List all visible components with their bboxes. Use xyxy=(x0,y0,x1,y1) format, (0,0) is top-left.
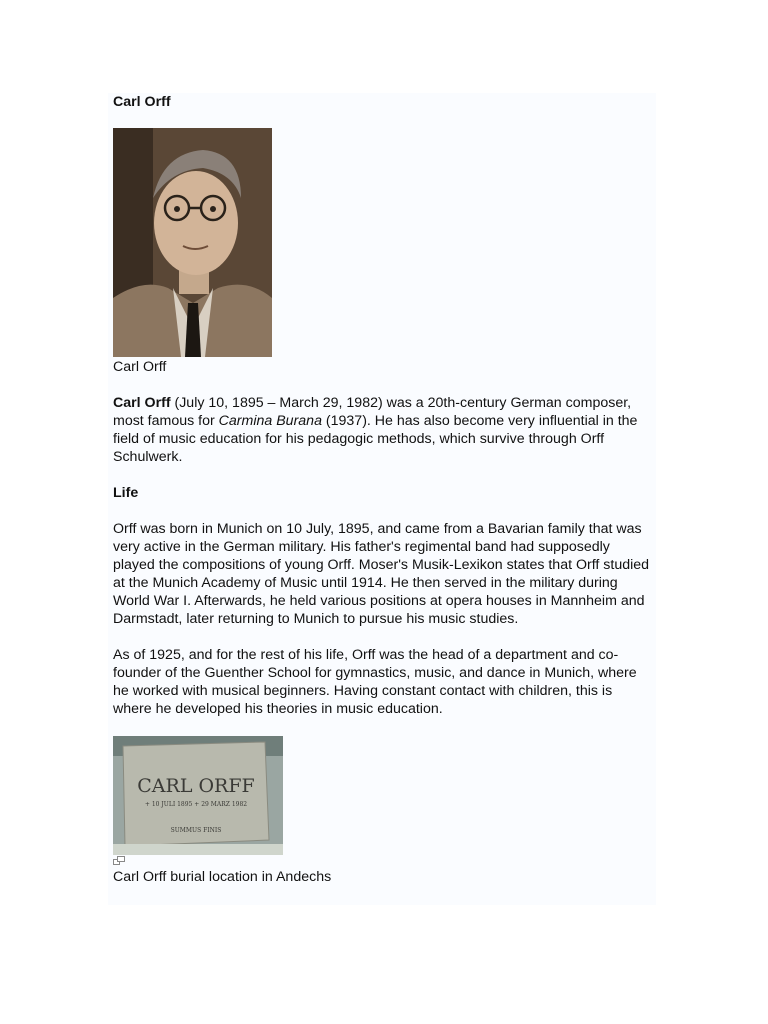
grave-caption: Carl Orff burial location in Andechs xyxy=(113,869,332,885)
portrait-caption: Carl Orff xyxy=(113,359,167,375)
intro-text-2: (1937). He has also become very influential in the field of music education for his pedagogic methods, which survive through Orff Schulwerk. xyxy=(113,413,638,465)
grave-photo xyxy=(113,736,283,855)
plaque-dates: + 10 JULI 1895 + 29 MARZ 1982 xyxy=(144,801,248,808)
intro-work-title: Carmina Burana xyxy=(218,413,322,429)
intro-name: Carl Orff xyxy=(113,395,171,411)
section-heading-life: Life xyxy=(113,485,139,501)
intro-paragraph xyxy=(113,394,653,466)
grave-illustration xyxy=(113,736,283,855)
life-paragraph-1: Orff was born in Munich on 10 July, 1895, and came from a Bavarian family that was very active in the German military. His father's regimental band had supposedly played the compositions of young Orff. Moser's Musik-Lexikon states that Orff studied at the Munich Academy of Music until 1914. He then served in the military during World War I. Afterwards, he held various positions at opera houses in Mannheim and Darmstadt, later returning to Munich to pursue his music studies. xyxy=(113,521,650,627)
document-content xyxy=(113,93,653,886)
life-paragraph-2: As of 1925, and for the rest of his life, Orff was the head of a department and co-founder of the Guenther School for gymnastics, music, and dance in Munich, where he worked with musical beginners. Having constant contact with children, this is where he developed his theories in music education. xyxy=(113,647,637,717)
portrait-illustration xyxy=(113,128,272,357)
intro-text-1: (July 10, 1895 – March 29, 1982) was a 20th-century German composer, most famous for xyxy=(113,395,632,429)
plaque-name: CARL ORFF xyxy=(137,775,255,797)
image-expand-icon[interactable] xyxy=(113,856,125,865)
plaque-motto: SUMMUS FINIS xyxy=(170,827,222,834)
page-title: Carl Orff xyxy=(113,94,171,110)
portrait-photo xyxy=(113,128,272,357)
